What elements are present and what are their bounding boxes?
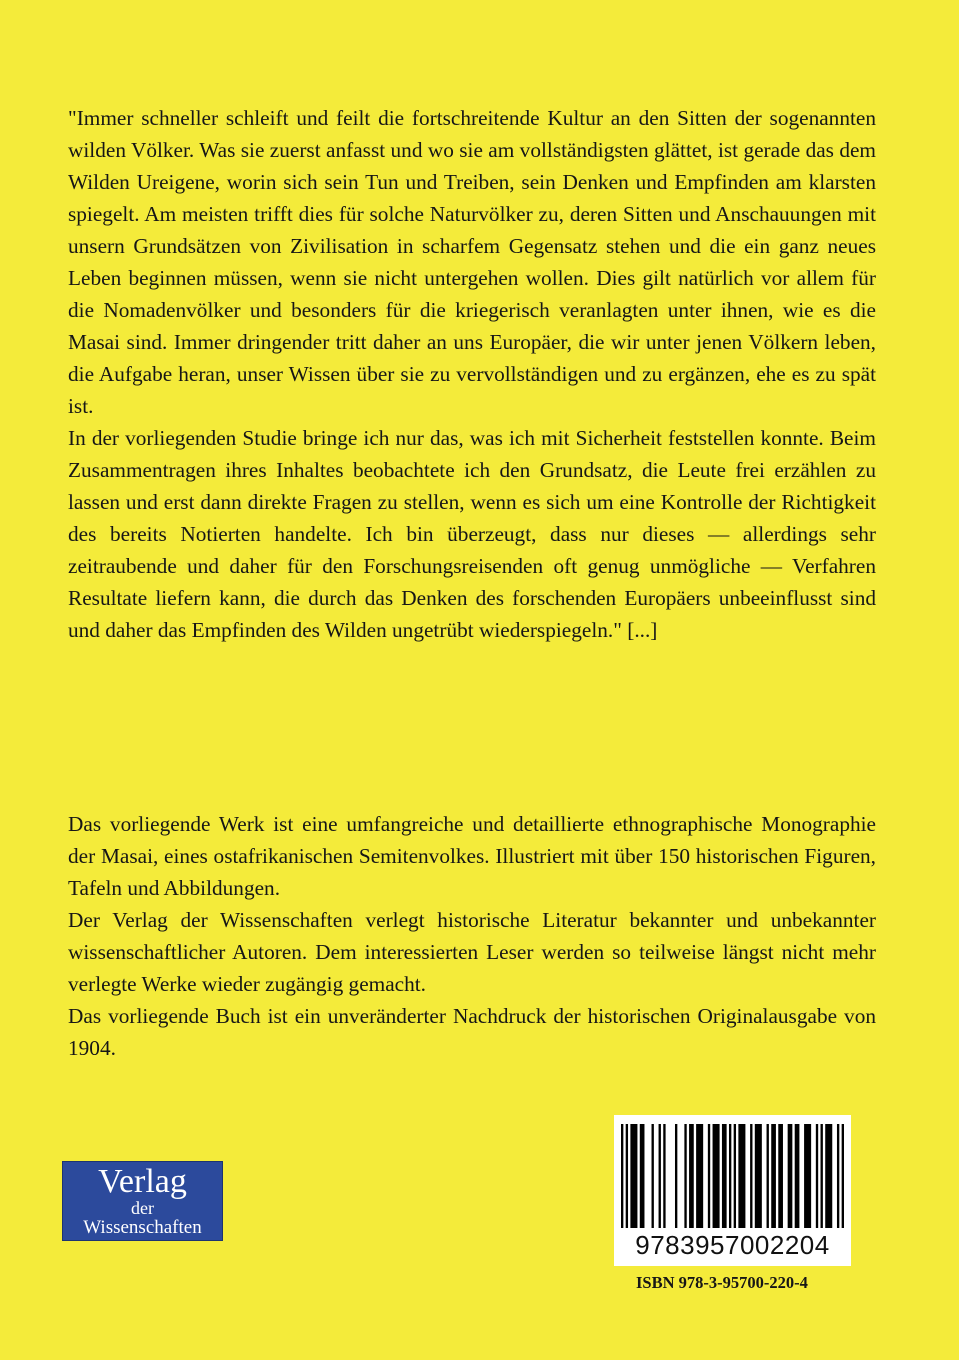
- barcode-bar-23: [795, 1124, 800, 1228]
- quote-paragraph-1: "Immer schneller schleift und feilt die fortschreitende Kultur an den Sitten der sogenannten wilden Völker. Was sie zuerst anfasst und wo sie am vollständigsten glättet, ist gerade das dem Wilden Ureigene, worin sich sein Tun und Treiben, sein Denken und Empfinden am klarsten spiegelt. Am meisten trifft dies für solche Naturvölker zu, deren Sitten und Anschauungen mit unsern Grundsätzen von Zivilisation in scharfem Gegensatz stehen und die ein ganz neues Leben beginnen müssen, wenn sie nicht untergehen wollen. Dies gilt natürlich vor allem für die Nomadenvölker und besonders für die kriegerisch veranlagten unter ihnen, wie es die Masai sind. Immer dringender tritt daher an uns Europäer, die wir unter jenen Völkern leben, die Aufgabe heran, unser Wissen über sie zu vervollständigen und zu ergänzen, ehe es zu spät ist.: [68, 106, 876, 418]
- barcode-bar-8: [684, 1124, 686, 1228]
- barcode-bar-26: [821, 1124, 823, 1228]
- barcode-bar-6: [663, 1124, 665, 1228]
- publisher-logo: [62, 1161, 223, 1241]
- barcode: [614, 1115, 851, 1266]
- quote-paragraph-2: In der vorliegenden Studie bringe ich nur das, was ich mit Sicherheit feststellen konnte. Beim Zusammentragen ihres Inhaltes beobachtete ich den Grundsatz, die Leute frei erzählen zu lassen und erst dann direkte Fragen zu stellen, wenn es sich um eine Kontrolle der Richtigkeit des bereits Notierten handelte. Ich bin überzeugt, dass nur dieses — allerdings sehr zeitraubende und daher für den Forschungsreisenden oft genug unmögliche — Verfahren Resultate liefern kann, die durch das Denken des forschenden Europäers unbeeinflusst sind und daher das Empfinden des Wilden ungetrübt wiederspiegeln." [...]: [68, 426, 876, 642]
- barcode-bar-22: [788, 1124, 793, 1228]
- barcode-bar-1: [626, 1124, 628, 1228]
- barcode-bar-28: [837, 1124, 839, 1228]
- barcode-bar-13: [722, 1124, 727, 1228]
- barcode-bar-3: [640, 1124, 645, 1228]
- barcode-bar-29: [842, 1124, 844, 1228]
- publisher-logo-line-2: der: [131, 1198, 154, 1218]
- barcode-bar-15: [734, 1124, 736, 1228]
- barcode-bar-12: [713, 1124, 720, 1228]
- barcode-bars: [621, 1124, 844, 1228]
- barcode-bar-5: [659, 1124, 661, 1228]
- barcode-bar-24: [804, 1124, 811, 1228]
- book-description: [68, 808, 876, 1064]
- barcode-bar-2: [630, 1124, 637, 1228]
- barcode-bar-10: [696, 1124, 703, 1228]
- barcode-bar-20: [771, 1124, 776, 1228]
- barcode-bar-7: [675, 1124, 677, 1228]
- description-paragraph-2: Der Verlag der Wissenschaften verlegt historische Literatur bekannter und unbekannter wissenschaftlicher Autoren. Dem interessierten Leser werden so teilweise längst nicht mehr verlegte Werke wieder zugängig gemacht.: [68, 908, 876, 996]
- barcode-bar-11: [708, 1124, 710, 1228]
- barcode-bar-27: [825, 1124, 832, 1228]
- barcode-bar-0: [621, 1124, 623, 1228]
- back-cover-quote: [68, 102, 876, 646]
- publisher-logo-line-3: Wissenschaften: [83, 1217, 202, 1238]
- barcode-bar-18: [755, 1124, 762, 1228]
- barcode-bar-25: [816, 1124, 818, 1228]
- barcode-bar-16: [738, 1124, 745, 1228]
- barcode-bar-17: [750, 1124, 752, 1228]
- barcode-bar-21: [778, 1124, 783, 1228]
- barcode-digits: 9783957002204: [635, 1230, 830, 1260]
- barcode-bar-4: [652, 1124, 654, 1228]
- isbn-label: ISBN 978-3-95700-220-4: [636, 1273, 808, 1292]
- barcode-bar-14: [729, 1124, 731, 1228]
- barcode-bar-9: [689, 1124, 694, 1228]
- publisher-logo-line-1: Verlag: [98, 1163, 187, 1200]
- description-paragraph-3: Das vorliegende Buch ist ein unveränderter Nachdruck der historischen Originalausgabe von 1904.: [68, 1004, 876, 1060]
- barcode-bar-19: [767, 1124, 769, 1228]
- description-paragraph-1: Das vorliegende Werk ist eine umfangreiche und detaillierte ethnographische Monographie der Masai, eines ostafrikanischen Semitenvolkes. Illustriert mit über 150 historischen Figuren, Tafeln und Abbildungen.: [68, 812, 876, 900]
